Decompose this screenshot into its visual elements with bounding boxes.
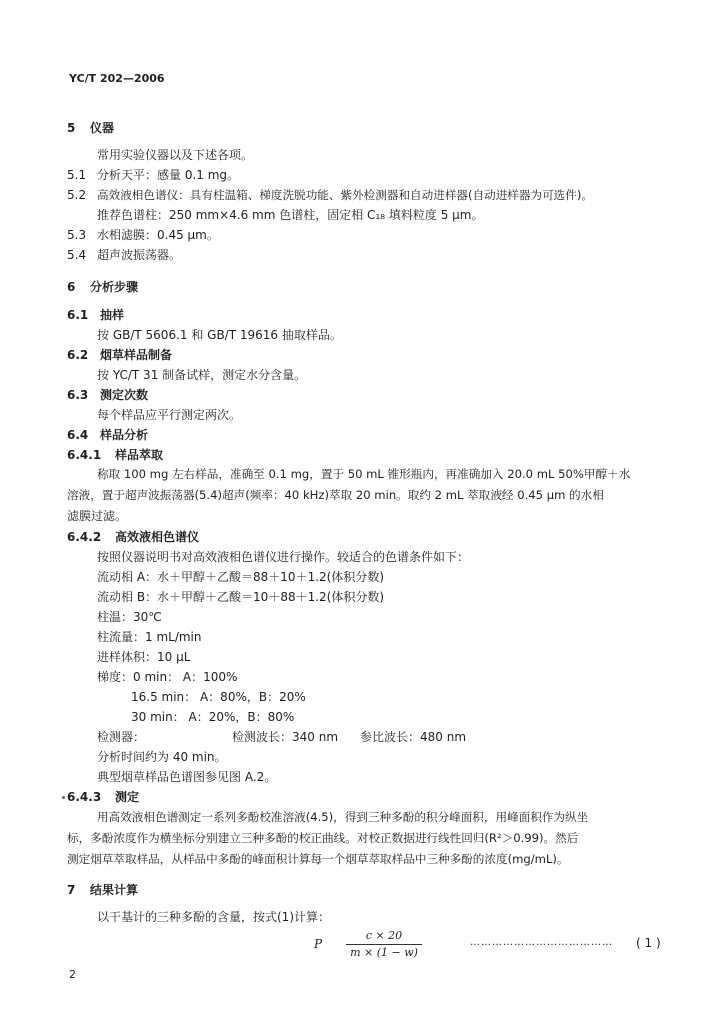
injection-volume: 进样体积：10 μL bbox=[97, 650, 191, 664]
mobile-phase-b: 流动相 B：水＋甲醇＋乙酸＝10＋88＋1.2(体积分数) bbox=[97, 590, 385, 604]
section-5-intro: 常用实验仪器以及下述各项。 bbox=[97, 148, 254, 162]
item-5-3-text: 水相滤膜：0.45 μm。 bbox=[97, 228, 219, 242]
section-7-number: 7 bbox=[67, 883, 76, 897]
subsection-6-3-title: 测定次数 bbox=[100, 388, 149, 402]
subsection-6-4-2-title: 高效液相色谱仪 bbox=[115, 530, 200, 544]
formula-dot-leader: ………………………………… bbox=[470, 937, 613, 948]
formula-numerator: c × 20 bbox=[365, 929, 403, 942]
subsection-6-4-3-number: 6.4.3 bbox=[67, 790, 102, 804]
subsection-6-1-body: 按 GB/T 5606.1 和 GB/T 19616 抽取样品。 bbox=[97, 328, 342, 342]
detection-wavelength: 检测波长：340 nm bbox=[232, 730, 339, 744]
subsection-6-4-2-number: 6.4.2 bbox=[67, 530, 102, 544]
formula-fraction-bar bbox=[346, 944, 422, 945]
subsection-6-2-title: 烟草样品制备 bbox=[100, 348, 173, 362]
mobile-phase-a: 流动相 A：水＋甲醇＋乙酸＝88＋10＋1.2(体积分数) bbox=[97, 570, 385, 584]
section-6-number: 6 bbox=[67, 280, 76, 294]
item-5-4-number: 5.4 bbox=[67, 248, 87, 262]
subsection-6-4-number: 6.4 bbox=[67, 428, 89, 442]
column-flow: 柱流量：1 mL/min bbox=[97, 630, 202, 644]
subsection-6-4-3-title: 测定 bbox=[115, 790, 140, 804]
item-5-2-continuation: 推荐色谱柱：250 mm×4.6 mm 色谱柱，固定相 C₁₈ 填料粒度 5 μm。 bbox=[97, 208, 484, 222]
gradient-step-3: 30 min： A：20%，B：80% bbox=[131, 710, 295, 724]
margin-speck bbox=[62, 796, 65, 799]
subsection-6-1-number: 6.1 bbox=[67, 308, 89, 322]
subsection-6-3-number: 6.3 bbox=[67, 388, 89, 402]
section-7-title: 结果计算 bbox=[90, 883, 139, 897]
item-5-2-number: 5.2 bbox=[67, 188, 87, 202]
subsection-6-4-title: 样品分析 bbox=[100, 428, 149, 442]
formula-equation-number: ( 1 ) bbox=[636, 936, 661, 950]
determination-line-1: 用高效液相色谱测定一系列多酚校准溶液(4.5)，得到三种多酚的积分峰面积，用峰面积作为纵坐 bbox=[97, 810, 589, 824]
determination-line-3: 测定烟草萃取样品，从样品中多酚的峰面积计算每一个烟草萃取样品中三种多酚的浓度(mg/mL)。 bbox=[67, 852, 569, 866]
extraction-line-2: 溶液，置于超声波振荡器(5.4)超声(频率：40 kHz)萃取 20 min。取约 2 mL 萃取液经 0.45 μm 的水相 bbox=[67, 488, 604, 502]
section-5-title: 仪器 bbox=[90, 121, 115, 135]
section-5-number: 5 bbox=[67, 121, 76, 135]
gradient-step-1: 梯度：0 min： A：100% bbox=[97, 670, 238, 684]
subsection-6-4-1-number: 6.4.1 bbox=[67, 448, 102, 462]
hplc-intro: 按照仪器说明书对高效液相色谱仪进行操作。较适合的色谱条件如下： bbox=[97, 550, 470, 564]
subsection-6-2-number: 6.2 bbox=[67, 348, 89, 362]
standard-code-header: YC/T 202—2006 bbox=[69, 72, 165, 85]
subsection-6-2-body: 按 YC/T 31 制备试样，测定水分含量。 bbox=[97, 368, 307, 382]
subsection-6-1-title: 抽样 bbox=[100, 308, 125, 322]
item-5-1-number: 5.1 bbox=[67, 168, 87, 182]
determination-line-2: 标，多酚浓度作为横坐标分别建立三种多酚的校正曲线。对校正数据进行线性回归(R²＞0.99)。然后 bbox=[67, 831, 579, 845]
item-5-4-text: 超声波振荡器。 bbox=[97, 248, 182, 262]
detector-label: 检测器： bbox=[97, 730, 146, 744]
extraction-line-3: 滤膜过滤。 bbox=[67, 509, 128, 523]
reference-wavelength: 参比波长：480 nm bbox=[360, 730, 467, 744]
formula-denominator: m × (1 − w) bbox=[350, 946, 418, 959]
analysis-time: 分析时间约为 40 min。 bbox=[97, 750, 227, 764]
gradient-step-2: 16.5 min： A：80%，B：20% bbox=[131, 690, 306, 704]
item-5-3-number: 5.3 bbox=[67, 228, 87, 242]
calculation-intro: 以干基计的三种多酚的含量，按式(1)计算： bbox=[97, 910, 330, 924]
item-5-1-text: 分析天平：感量 0.1 mg。 bbox=[97, 168, 240, 182]
typical-chromatogram-reference: 典型烟草样品色谱图参见图 A.2。 bbox=[97, 770, 277, 784]
subsection-6-3-body: 每个样品应平行测定两次。 bbox=[97, 408, 242, 422]
column-temperature: 柱温：30℃ bbox=[97, 610, 162, 624]
page-number: 2 bbox=[69, 968, 76, 981]
item-5-2-text: 高效液相色谱仪：具有柱温箱、梯度洗脱功能、紫外检测器和自动进样器(自动进样器为可选件)。 bbox=[97, 188, 593, 202]
section-6-title: 分析步骤 bbox=[90, 280, 139, 294]
subsection-6-4-1-title: 样品萃取 bbox=[115, 448, 164, 462]
extraction-line-1: 称取 100 mg 左右样品，准确至 0.1 mg，置于 50 mL 锥形瓶内，再准确加入 20.0 mL 50%甲醇＋水 bbox=[97, 467, 631, 481]
formula-result-symbol: P bbox=[314, 937, 323, 951]
